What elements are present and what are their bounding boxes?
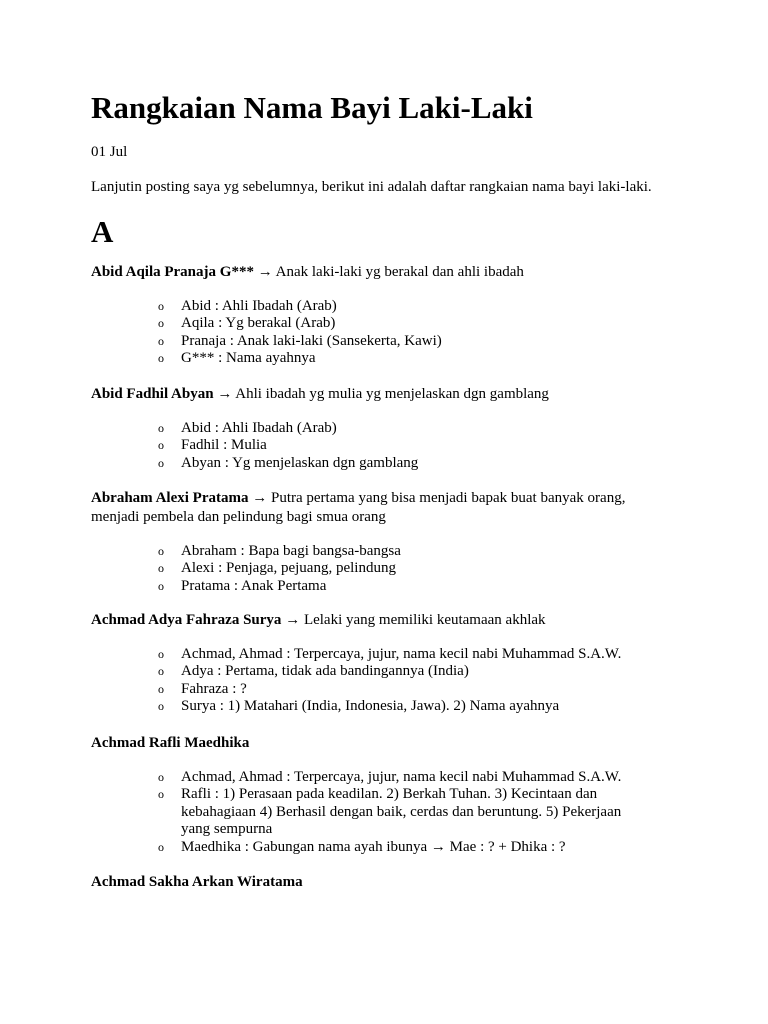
bullet-icon: o bbox=[158, 544, 164, 558]
list-item-text: Surya : 1) Matahari (India, Indonesia, Jawa). 2) Nama ayahnya bbox=[181, 698, 560, 715]
entry-name: Abid Fadhil Abyan bbox=[91, 386, 214, 402]
page-title: Rangkaian Nama Bayi Laki-Laki bbox=[91, 90, 533, 125]
entry-name: Abraham Alexi Pratama bbox=[91, 490, 249, 506]
list-item bbox=[158, 663, 691, 680]
bullet-icon: o bbox=[158, 455, 164, 470]
entry-name: Achmad Rafli Maedhika bbox=[91, 735, 250, 751]
list-item bbox=[158, 315, 691, 332]
name-entry bbox=[91, 385, 691, 472]
list-item-text: Pratama : Anak Pertama bbox=[181, 577, 327, 594]
list-item-text: Fahraza : ? bbox=[181, 680, 247, 697]
entry-meaning: Lelaki yang memiliki keutamaan akhlak bbox=[303, 612, 546, 628]
entry-heading bbox=[91, 263, 691, 282]
entry-meaning: Putra pertama yang bisa menjadi bapak buat banyak orang, menjadi pembela dan pelindung bagi smua orang bbox=[91, 490, 626, 525]
entry-heading bbox=[91, 611, 691, 630]
bullet-icon: o bbox=[158, 699, 164, 714]
bullet-icon: o bbox=[158, 421, 164, 435]
list-item bbox=[158, 769, 691, 786]
list-item-text: Abid : Ahli Ibadah (Arab) bbox=[181, 420, 337, 436]
entry-name: Achmad Adya Fahraza Surya bbox=[91, 612, 282, 628]
entry-name: Achmad Sakha Arkan Wiratama bbox=[91, 874, 303, 890]
bullet-icon: o bbox=[158, 299, 164, 313]
entry-heading bbox=[91, 385, 691, 404]
bullet-icon: o bbox=[158, 839, 164, 854]
list-item-text: Aqila : Yg berakal (Arab) bbox=[181, 315, 336, 332]
list-item bbox=[158, 578, 691, 595]
list-item-text: Abraham : Bapa bagi bangsa-bangsa bbox=[181, 543, 401, 559]
bullet-icon: o bbox=[158, 561, 164, 576]
list-item bbox=[158, 681, 691, 698]
intro-paragraph: Lanjutin posting saya yg sebelumnya, berikut ini adalah daftar rangkaian nama bayi laki-laki. bbox=[91, 179, 652, 195]
list-item bbox=[158, 543, 691, 560]
list-item bbox=[158, 786, 691, 838]
list-item bbox=[158, 646, 691, 663]
list-item-text: Pranaja : Anak laki-laki (Sansekerta, Kawi) bbox=[181, 332, 442, 349]
bullet-icon: o bbox=[158, 578, 164, 593]
name-parts-list bbox=[91, 646, 691, 716]
name-entry bbox=[91, 263, 691, 368]
bullet-icon: o bbox=[158, 647, 164, 661]
list-item-text: Abyan : Yg menjelaskan dgn gamblang bbox=[181, 454, 419, 471]
post-date: 01 Jul bbox=[91, 144, 128, 160]
bullet-icon: o bbox=[158, 333, 164, 348]
arrow-icon: → bbox=[217, 386, 233, 402]
entry-heading bbox=[91, 489, 651, 527]
bullet-icon: o bbox=[158, 316, 164, 331]
name-entry bbox=[91, 611, 691, 716]
entry-heading bbox=[91, 873, 691, 892]
list-item-text: Achmad, Ahmad : Terpercaya, jujur, nama kecil nabi Muhammad S.A.W. bbox=[181, 646, 622, 662]
name-parts-list bbox=[91, 543, 691, 595]
list-item-text: Alexi : Penjaga, pejuang, pelindung bbox=[181, 560, 396, 577]
list-item bbox=[158, 437, 691, 454]
list-item bbox=[158, 298, 691, 315]
bullet-icon: o bbox=[158, 351, 164, 366]
name-parts-list bbox=[91, 298, 691, 368]
name-parts-list bbox=[91, 769, 691, 856]
name-entry bbox=[91, 489, 691, 595]
name-entry bbox=[91, 873, 691, 892]
list-item bbox=[158, 420, 691, 437]
arrow-icon: → bbox=[285, 612, 301, 628]
list-item-text: Abid : Ahli Ibadah (Arab) bbox=[181, 298, 337, 314]
name-entry bbox=[91, 734, 691, 856]
list-item bbox=[158, 350, 691, 367]
bullet-icon: o bbox=[158, 770, 164, 784]
bullet-icon: o bbox=[158, 787, 164, 802]
list-item-text: Rafli : 1) Perasaan pada keadilan. 2) Berkah Tuhan. 3) Kecintaan dan kebahagiaan 4) Berhasil dengan baik, cerdas dan beruntung. 5) Pekerjaan yang sempurna bbox=[181, 786, 622, 838]
entry-name: Abid Aqila Pranaja G*** bbox=[91, 264, 254, 280]
bullet-icon: o bbox=[158, 664, 164, 679]
bullet-icon: o bbox=[158, 438, 164, 453]
list-item-text: Fadhil : Mulia bbox=[181, 437, 267, 454]
bullet-icon: o bbox=[158, 681, 164, 696]
list-item bbox=[158, 560, 691, 577]
entry-meaning: Ahli ibadah yg mulia yg menjelaskan dgn gamblang bbox=[235, 386, 549, 402]
list-item bbox=[158, 333, 691, 350]
entry-heading bbox=[91, 734, 691, 753]
list-item-text: Adya : Pertama, tidak ada bandingannya (India) bbox=[181, 663, 469, 680]
list-item-text: G*** : Nama ayahnya bbox=[181, 350, 316, 367]
section-letter-heading: A bbox=[91, 214, 114, 249]
name-parts-list bbox=[91, 420, 691, 472]
entry-meaning: Anak laki-laki yg berakal dan ahli ibadah bbox=[275, 264, 524, 280]
list-item bbox=[158, 839, 691, 856]
arrow-icon: → bbox=[257, 264, 273, 280]
list-item-text: Maedhika : Gabungan nama ayah ibunya → Mae : ? + Dhika : ? bbox=[181, 838, 566, 855]
list-item bbox=[158, 455, 691, 472]
list-item bbox=[158, 698, 691, 715]
list-item-text: Achmad, Ahmad : Terpercaya, jujur, nama kecil nabi Muhammad S.A.W. bbox=[181, 769, 622, 785]
arrow-icon: → bbox=[252, 490, 268, 506]
